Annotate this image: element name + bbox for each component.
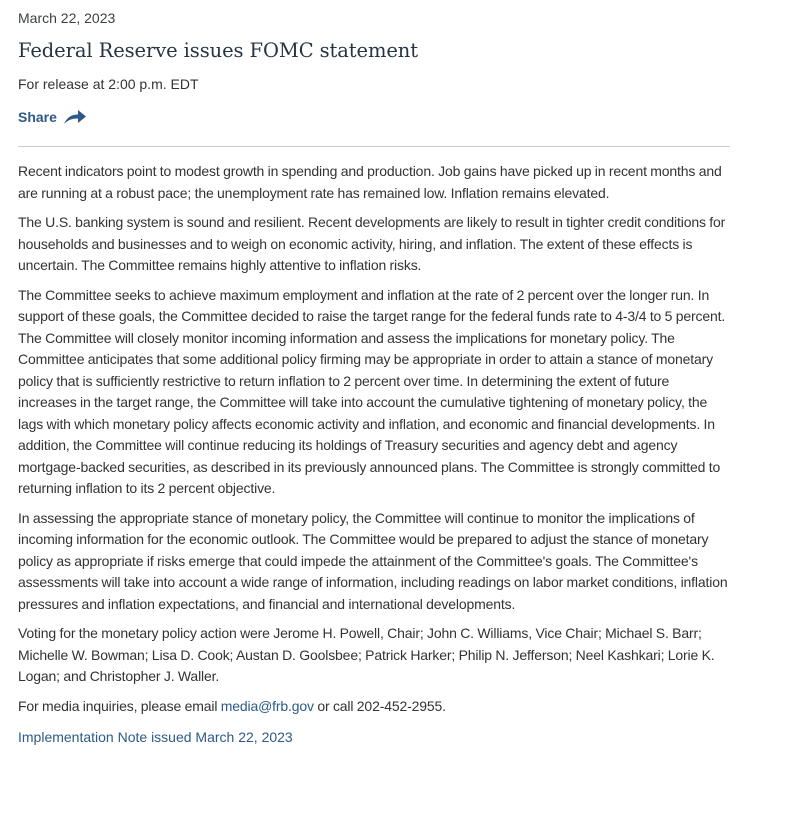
divider	[18, 146, 730, 147]
page-title: Federal Reserve issues FOMC statement	[18, 39, 418, 62]
paragraph: The U.S. banking system is sound and resilient. Recent developments are likely to result in tighter credit conditions for households and businesses and to weigh on economic activity, hiring, and inflation. The extent of these effects is uncertain. The Committee remains highly attentive to inflation risks.	[18, 214, 726, 273]
media-inquiries	[18, 696, 730, 718]
share-arrow-icon	[63, 109, 87, 125]
release-date: March 22, 2023	[18, 10, 116, 26]
media-suffix: or call 202-452-2955.	[313, 697, 446, 714]
release-time: For release at 2:00 p.m. EDT	[18, 76, 199, 92]
paragraph: In assessing the appropriate stance of monetary policy, the Committee will continue to monitor the implications of incoming information for the economic outlook. The Committee would be prepared to adjust the stance of monetary policy as appropriate if risks emerge that could impede the attainment of the Committee's goals. The Committee's assessments will take into account a wide range of information, including readings on labor market conditions, inflation pressures and inflation expectations, and financial and international developments.	[18, 509, 728, 612]
paragraph: The Committee seeks to achieve maximum employment and inflation at the rate of 2 percent over the longer run. In support of these goals, the Committee decided to raise the target range for the federal funds rate to 4-3/4 to 5 percent. The Committee will closely monitor incoming information and assess the implications for monetary policy. The Committee anticipates that some additional policy firming may be appropriate in order to attain a stance of monetary policy that is sufficiently restrictive to return inflation to 2 percent over time. In determining the extent of future increases in the target range, the Committee will take into account the cumulative tightening of monetary policy, the lags with which monetary policy affects economic activity and inflation, and economic and financial developments. In addition, the Committee will continue reducing its holdings of Treasury securities and agency debt and agency mortgage-backed securities, as described in its previously announced plans. The Committee is strongly committed to returning inflation to its 2 percent objective.	[18, 286, 726, 496]
paragraph: Recent indicators point to modest growth in spending and production. Job gains have picked up in recent months and are running at a robust pace; the unemployment rate has remained low. Inflation remains elevated.	[18, 163, 722, 201]
media-email-link[interactable]: media@frb.gov	[220, 697, 314, 714]
share-button[interactable]	[18, 108, 87, 126]
media-prefix: For media inquiries, please email	[18, 697, 221, 714]
share-label: Share	[18, 109, 57, 125]
implementation-note-link[interactable]: Implementation Note issued March 22, 2023	[18, 729, 293, 745]
statement-body	[18, 161, 730, 748]
press-release	[18, 0, 730, 748]
voting-paragraph: Voting for the monetary policy action were Jerome H. Powell, Chair; John C. Williams, Vice Chair; Michael S. Barr; Michelle W. Bowman; Lisa D. Cook; Austan D. Goolsbee; Patrick Harker; Philip N. Jefferson; Neel Kashkari; Lorie K. Logan; and Christopher J. Waller.	[18, 625, 715, 684]
